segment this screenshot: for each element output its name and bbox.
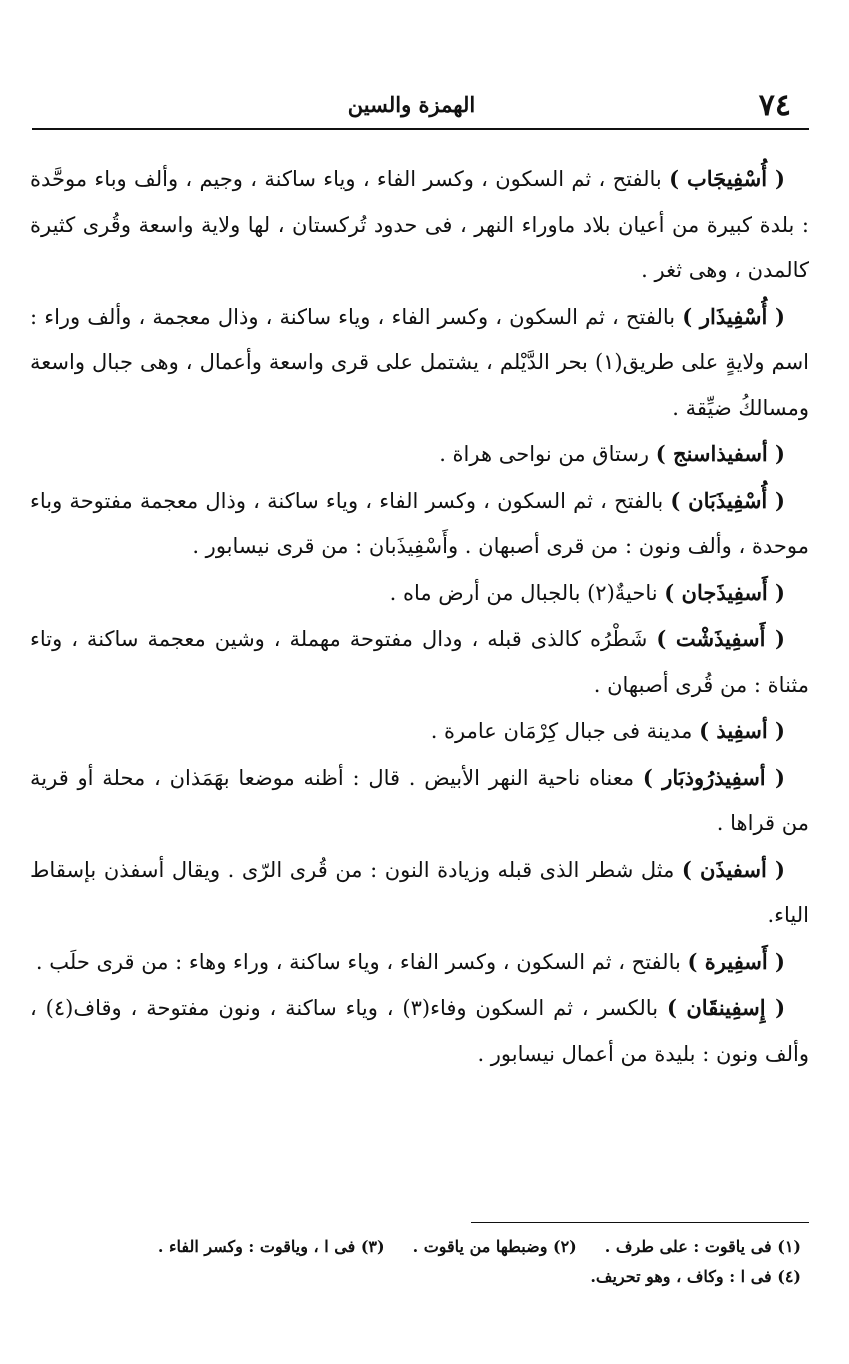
- entry: [30, 939, 809, 986]
- entry-text: رستاق من نواحى هراة .: [439, 442, 650, 466]
- entry: [30, 847, 809, 939]
- footnote-line: [30, 1262, 801, 1292]
- entry-text: شَطْرُه كالذى قبله ، ودال مفتوحة مهملة ، وشين معجمة ساكنة ، وتاء مثناة : من قُرى أصبهان .: [30, 627, 809, 697]
- footnote-rule: [471, 1222, 809, 1223]
- entry: [30, 156, 809, 294]
- entry: [30, 616, 809, 708]
- entry: [30, 708, 809, 755]
- entry: [30, 294, 809, 432]
- entry-text: ناحيةٌ(٢) بالجبال من أرض ماه .: [389, 580, 658, 605]
- footnote-2: (٢) وضبطها من ياقوت .: [412, 1237, 577, 1256]
- entry-headword: ( إِسفِينقَان ): [666, 995, 786, 1020]
- entry-headword: ( أُسْفِيجَاب ): [669, 166, 785, 191]
- entry-text: مثل شطر الذى قبله وزيادة النون : من قُرى الرّى . ويقال أسفذن بإسقاط الياء.: [30, 857, 809, 927]
- entry-text: بالفتح ، ثم السكون ، وكسر الفاء ، وياء ساكنة ، وراء وهاء : من قرى حلَب .: [35, 949, 681, 974]
- footnote-line: [30, 1232, 801, 1262]
- page-number: ٧٤: [758, 88, 791, 123]
- entry-text: بالكسر ، ثم السكون وفاء(٣) ، وياء ساكنة ، ونون مفتوحة ، وقاف(٤) ، وألف ونون : بليدة من أعمال نيسابور .: [30, 996, 809, 1066]
- footnote-4: (٤) فى ا : وكاف ، وهو تحريف.: [590, 1267, 801, 1286]
- entry-headword: ( أسفيذَن ): [681, 856, 785, 882]
- entries-body: [30, 156, 809, 1077]
- footnote-3: (٣) فى ا ، وياقوت : وكسر الفاء .: [157, 1237, 385, 1256]
- entry-headword: ( أسفيذاسنج ): [655, 441, 785, 466]
- entry-headword: ( أَسفِيذَشْت ): [656, 626, 785, 651]
- entry: [30, 755, 809, 847]
- entry-headword: ( أسفِيذ ): [699, 718, 785, 743]
- entry-text: بالفتح ، ثم السكون ، وكسر الفاء ، وياء ساكنة ، وذال معجمة مفتوحة وباء موحدة ، وألف ونون : من قرى أصبهان . وأَسْفِيذَبان : من قرى نيسابور .: [30, 488, 809, 558]
- footnotes: [30, 1232, 801, 1292]
- entry-text: مدينة فى جبال كِرْمَان عامرة .: [430, 719, 693, 743]
- entry: [30, 478, 809, 570]
- running-head: [32, 88, 791, 128]
- footnote-1: (١) فى ياقوت : على طرف .: [604, 1237, 801, 1256]
- entry: [30, 570, 809, 617]
- entry-headword: ( أُسْفِيذَبَان ): [670, 487, 785, 513]
- entry-headword: ( أَسفِيرة ): [687, 948, 785, 974]
- entry-headword: ( أُسْفِيذَار ): [682, 303, 785, 329]
- entry-text: بالفتح ، ثم السكون ، وكسر الفاء ، وياء ساكنة ، وجيم ، وألف وباء موحَّدة : بلدة كبيرة من أعيان بلاد ماوراء النهر ، فى حدود تُركستان ، لها ولاية واسعة وقُرى كثيرة كالمدن ، وهى ثغر .: [30, 167, 809, 282]
- entry-text: بالفتح ، ثم السكون ، وكسر الفاء ، وياء ساكنة ، وذال معجمة ، وألف وراء : اسم ولايةٍ على طريق(١) بحر الدَّيْلم ، يشتمل على قرى واسعة وأعمال ، وهى جبال واسعة ومسالكُ ضيِّقة .: [30, 304, 809, 420]
- entry-text: معناه ناحية النهر الأبيض . قال : أظنه موضعا بهَمَذان ، محلة أو قرية من قراها .: [30, 765, 809, 835]
- entry-headword: ( أسفِيذرُوذبَار ): [642, 764, 785, 790]
- entry-headword: ( أَسفِيذَجان ): [664, 579, 785, 605]
- header-rule: [32, 128, 809, 130]
- entry: [30, 985, 809, 1077]
- running-title: الهمزة والسين: [347, 92, 476, 117]
- entry: [30, 431, 809, 478]
